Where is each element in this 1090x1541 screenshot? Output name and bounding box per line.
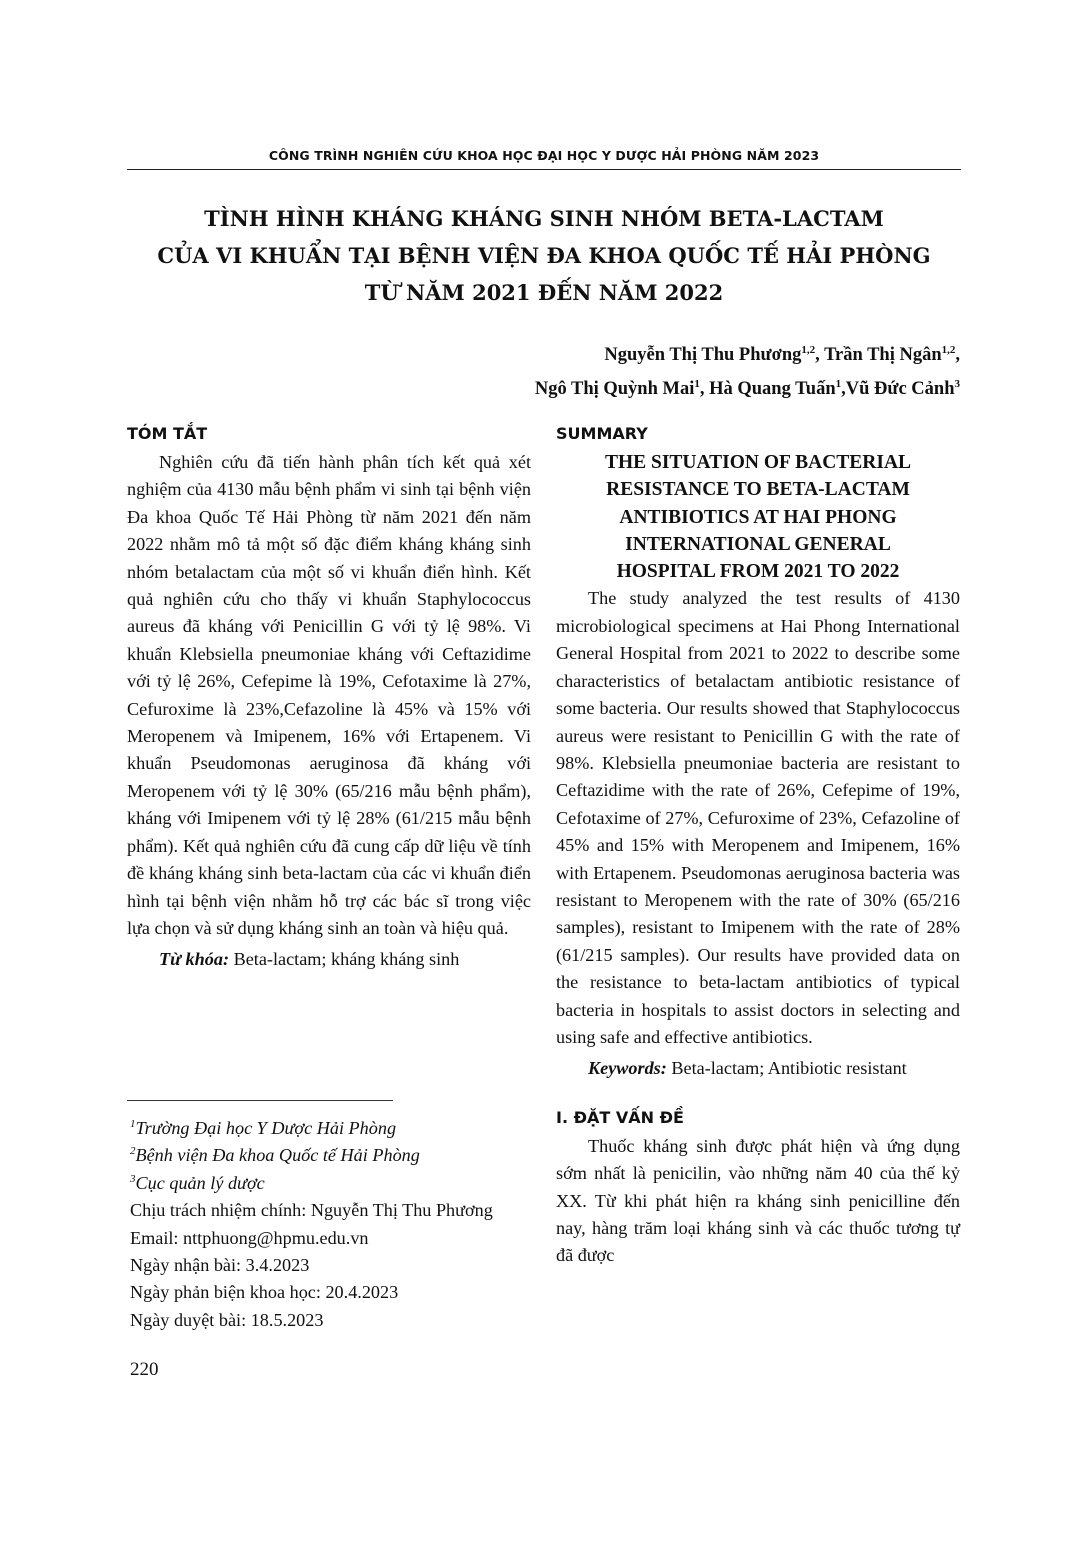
author-name: Nguyễn Thị Thu Phương xyxy=(604,345,802,365)
summary-title-line: HOSPITAL FROM 2021 TO 2022 xyxy=(616,561,900,583)
affiliation-text: Bệnh viện Đa khoa Quốc tế Hải Phòng xyxy=(135,1145,420,1166)
left-column xyxy=(127,421,531,974)
keywords-text: Beta-lactam; Antibiotic resistant xyxy=(671,1058,907,1079)
summary-title xyxy=(556,449,960,585)
summary-keywords xyxy=(556,1055,960,1082)
author-name: Hà Quang Tuấn xyxy=(709,379,836,399)
summary-title-line: INTERNATIONAL GENERAL xyxy=(625,533,891,555)
footnote-mark: 2 xyxy=(130,1145,136,1158)
author-line-2: Ngô Thị Quỳnh Mai$^1$, Hà Quang Tuấn$^1$,Vũ Đức Cảnh$^3$ xyxy=(534,377,960,399)
right-column xyxy=(556,421,960,1270)
email: Email: nttphuong@hpmu.edu.vn xyxy=(130,1227,369,1248)
review-date: Ngày phản biện khoa học: 20.4.2023 xyxy=(130,1282,399,1303)
title-line-2: CỦA VI KHUẨN TẠI BỆNH VIỆN ĐA KHOA QUỐC TẾ HẢI PHÒNG xyxy=(157,243,931,268)
footnote-mark: 1 xyxy=(130,1117,136,1130)
corresponding-author: Chịu trách nhiệm chính: Nguyễn Thị Thu Phương xyxy=(130,1200,493,1221)
footnote-mark: 3 xyxy=(130,1172,136,1185)
author-affiliation-mark: 1 xyxy=(694,377,700,390)
author-affiliation-mark: 3 xyxy=(954,377,960,390)
page-number: 220 xyxy=(130,1359,159,1380)
affiliation-text: Trường Đại học Y Dược Hải Phòng xyxy=(135,1118,397,1138)
abstract-heading: TÓM TẮT xyxy=(127,424,208,443)
keywords-label: Keywords: xyxy=(588,1058,667,1079)
title-line-3: TỪ NĂM 2021 ĐẾN NĂM 2022 xyxy=(364,280,724,305)
summary-body: The study analyzed the test results of 4130 microbiological specimens at Hai Phong International General Hospital from 2021 to 2022 to describe some characteristics of betalactam antibiotic resistance of some bacteria. Our results showed that Staphylococcus aureus were resistant to Penicillin G with the rate of 98%. Klebsiella pneumoniae bacteria are resistant to Ceftazidime with the rate of 26%, Cefepime of 19%, Cefotaxime of 27%, Cefuroxime of 23%, Cefazoline of 45% and 15% with Meropenem and Imipenem, 16% with Ertapenem. Pseudomonas aeruginosa bacteria was resistant to Meropenem with the rate of 30% (65/216 samples), resistant to Imipenem with the rate of 28% (61/215 samples). Our results have provided data on the resistance to beta-lactam antibiotics of typical bacteria in hospitals to assist doctors in selecting and using safe and effective antibiotics. xyxy=(556,588,960,1047)
title-line-1: TÌNH HÌNH KHÁNG KHÁNG SINH NHÓM BETA-LACTAM xyxy=(204,206,884,231)
affiliation-text: Cục quản lý dược xyxy=(135,1172,265,1193)
affiliation-2 xyxy=(130,1142,550,1169)
author-list xyxy=(535,338,960,406)
keywords-label: Từ khóa: xyxy=(159,949,230,970)
affiliation-3 xyxy=(130,1170,550,1197)
summary-title-line: RESISTANCE TO BETA-LACTAM xyxy=(606,479,910,501)
author-name: Vũ Đức Cảnh xyxy=(845,379,955,399)
footnotes xyxy=(130,1115,550,1334)
author-affiliation-mark: 1,2 xyxy=(941,343,956,356)
author-name: Ngô Thị Quỳnh Mai xyxy=(534,379,695,399)
author-affiliation-mark: 1 xyxy=(835,377,842,390)
summary-title-line: ANTIBIOTICS AT HAI PHONG xyxy=(619,506,897,528)
footnote-rule xyxy=(127,1100,393,1101)
abstract-body: Nghiên cứu đã tiến hành phân tích kết quả xét nghiệm của 4130 mẫu bệnh phẩm vi sinh tại bệnh viện Đa khoa Quốc Tế Hải Phòng từ năm 2021 đến năm 2022 nhằm mô tả một số đặc điểm kháng kháng sinh nhóm betalactam của một số vi khuẩn điển hình. Kết quả nghiên cứu cho thấy vi khuẩn Staphylococcus aureus đã kháng với Penicillin G với tỷ lệ 98%. Vi khuẩn Klebsiella pneumoniae kháng với Ceftazidime với tỷ lệ 26%, Cefepime là 19%, Cefotaxime là 27%, Cefuroxime là 23%,Cefazoline là 45% và 15% với Meropenem và Imipenem, 16% với Ertapenem. Vi khuẩn Pseudomonas aeruginosa đã kháng với Meropenem với tỷ lệ 30% (65/216 mẫu bệnh phẩm), kháng với Imipenem với tỷ lệ 28% (61/215 mẫu bệnh phẩm). Kết quả nghiên cứu đã cung cấp dữ liệu về tính đề kháng kháng sinh beta-lactam của các vi khuẩn điển hình tại bệnh viện nhằm hỗ trợ các bác sĩ trong việc lựa chọn và sử dụng kháng sinh an toàn và hiệu quả. xyxy=(127,452,531,938)
header-rule xyxy=(127,169,961,170)
article-title xyxy=(127,200,961,311)
author-name: Trần Thị Ngân xyxy=(824,345,942,365)
author-affiliation-mark: 1,2 xyxy=(801,343,816,356)
introduction-body: Thuốc kháng sinh được phát hiện và ứng dụng sớm nhất là penicilin, vào những năm 40 của thế kỷ XX. Từ khi phát hiện ra kháng sinh penicilline đến nay, hàng trăm loại kháng sinh và các thuốc tương tự đã được xyxy=(556,1135,960,1266)
keywords-text: Beta-lactam; kháng kháng sinh xyxy=(233,949,460,970)
received-date: Ngày nhận bài: 3.4.2023 xyxy=(130,1255,310,1276)
introduction-heading: I. ĐẶT VẤN ĐỀ xyxy=(556,1107,684,1127)
accepted-date: Ngày duyệt bài: 18.5.2023 xyxy=(130,1309,324,1330)
author-line-1: Nguyễn Thị Thu Phương$^{1,2}$, Trần Thị Ngân$^{1,2}$, xyxy=(604,343,960,365)
summary-heading: SUMMARY xyxy=(556,424,648,443)
abstract-keywords xyxy=(127,946,531,973)
summary-title-line: THE SITUATION OF BACTERIAL xyxy=(604,452,912,473)
running-header: CÔNG TRÌNH NGHIÊN CỨU KHOA HỌC ĐẠI HỌC Y DƯỢC HẢI PHÒNG NĂM 2023 xyxy=(268,148,820,163)
affiliation-1 xyxy=(130,1115,550,1142)
